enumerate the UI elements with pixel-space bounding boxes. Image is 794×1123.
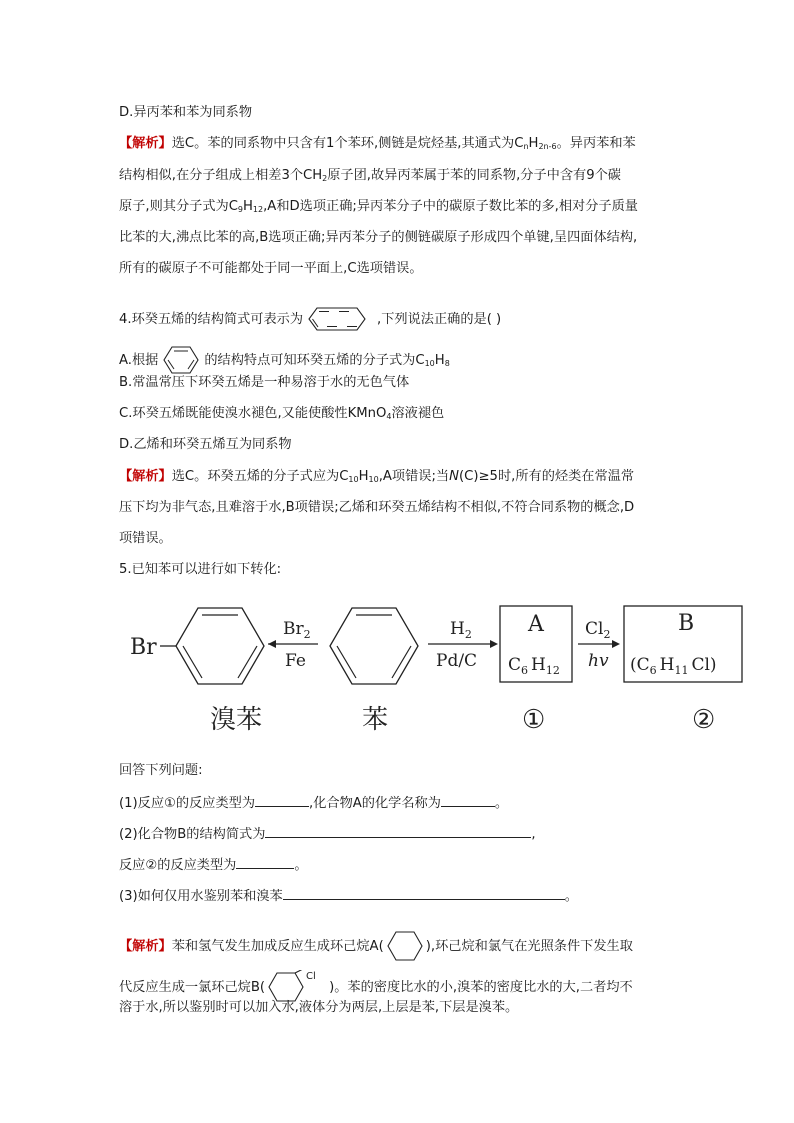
q4-option-text: 溶液褪色 [391,406,445,421]
subscript: 8 [444,359,450,368]
q4-option-text: C.环癸五烯既能使溴水褪色,又能使酸性KMnO [119,406,387,421]
q4-option-text: 的结构特点可知环癸五烯的分子式为C [204,353,425,368]
compound-a-label: A [528,612,544,637]
arrow-mid-head-icon [490,640,498,648]
answer-blank[interactable] [441,793,495,807]
q4-option-b: B.常温常压下环癸五烯是一种易溶于水的无色气体 [119,375,410,390]
q5-sub2-line2 [119,855,308,875]
benzene-ring-icon [162,345,200,375]
analysis-tag: 【解析】 [119,469,172,484]
arrow-left-head-icon [268,640,276,648]
analysis-tag: 【解析】 [119,939,172,954]
label-bromobenzene: 溴苯 [210,705,263,735]
subscript: 9 [237,205,243,214]
subscript: 12 [252,205,264,214]
q5-text: 。 [294,858,308,873]
q5-analysis-text: )。苯的密度比水的小,溴苯的密度比水的大,二者均不 [329,980,633,995]
reagent-cl2: $Cl_2$ [585,619,611,641]
answer-blank[interactable] [265,824,531,838]
compound-b-formula: ($C_6$ $H_{11}$ Cl) [630,655,717,677]
answer-blank[interactable] [255,793,309,807]
q4-stem-text: ,下列说法正确的是( ) [377,312,502,327]
q5-sub2 [119,824,536,844]
q5-text: (2)化合物B的结构简式为 [119,827,266,842]
answer-blank[interactable] [283,886,565,900]
q4-analysis-text: ,A项错误;当 [378,469,450,484]
q5-text: 。 [564,889,578,904]
q5-text: (3)如何仅用水鉴别苯和溴苯 [119,889,283,904]
q4-option-c [119,405,444,426]
arrow-right-head-icon [612,640,620,648]
q4-option-d: D.乙烯和环癸五烯互为同系物 [119,437,292,452]
q3-analysis-text: 结构相似,在分子组成上相差3个CH [119,168,323,183]
q4-option-text: H [434,353,445,368]
q3-analysis-text: 。异丙苯和苯 [556,136,636,151]
subscript: 10 [424,359,435,368]
q4-option-text: A.根据 [119,353,159,368]
q5-analysis-text: ),环己烷和氯气在光照条件下发生取 [425,939,633,954]
reagent-h2: $H_2$ [450,619,472,641]
q5-analysis-line-3: 溶于水,所以鉴别时可以加入水,液体分为两层,上层是苯,下层是溴苯。 [119,1000,519,1015]
q4-stem-text: 4.环癸五烯的结构简式可表示为 [119,312,304,327]
reagent-pdc: Pd/C [436,651,478,671]
q5-text: (1)反应①的反应类型为 [119,796,256,811]
q3-analysis-line-5: 所有的碳原子不可能都处于同一平面上,C选项错误。 [119,261,423,276]
q3-analysis-line-4: 比苯的大,沸点比苯的高,B选项正确;异丙苯分子的侧链碳原子形成四个单键,呈四面体结构, [119,230,638,245]
q4-analysis-text: (C)≥5时,所有的烃类在常温常 [459,469,635,484]
subscript: 10 [368,475,379,484]
reaction-scheme [118,596,758,744]
q3-option-d: D.异丙苯和苯为同系物 [119,105,253,120]
q5-prompt: 回答下列问题: [119,763,203,778]
cyclohexane-icon [386,929,424,963]
subscript: 4 [386,412,392,421]
subscript: 10 [348,475,359,484]
compound-b-label: B [678,611,695,636]
q5-sub3 [119,886,578,906]
answer-blank[interactable] [236,855,294,869]
bromine-label: Br [130,635,157,660]
q4-stem [119,305,501,333]
cyclodecapentaene-structure-icon [307,305,373,333]
q5-analysis-text: 代反应生成一氯环己烷B( [119,980,266,995]
bromobenzene-ring-icon [176,608,264,684]
compound-a-formula: $C_6$ $H_{12}$ [508,655,560,677]
q3-analysis-text: 原子团,故异丙苯属于苯的同系物,分子中含有9个碳 [327,168,621,183]
q4-analysis-italic-n: N [449,469,459,484]
reagent-fe: Fe [285,651,306,671]
reagent-br2: $Br_2$ [283,619,311,641]
q3-analysis-line-1 [119,135,636,156]
label-step-2: ② [692,705,716,735]
q5-text: ,化合物A的化学名称为 [309,796,441,811]
q5-sub1 [119,793,508,813]
reagent-hv: hv [588,651,609,671]
q3-analysis-text: ,A和D选项正确;异丙苯分子中的碳原子数比苯的多,相对分子质量 [263,199,638,214]
benzene-ring-icon [330,608,418,684]
subscript: 2 [322,174,328,183]
q5-analysis-text: 苯和氢气发生加成反应生成环己烷A( [171,939,384,954]
subscript: 2n-6 [538,142,557,151]
subscript: n [523,142,529,151]
q3-analysis-line-2 [119,167,621,188]
q4-analysis-text: 选C。环癸五烯的分子式应为C [171,469,349,484]
q3-analysis-text: 选C。苯的同系物中只含有1个苯环,侧链是烷烃基,其通式为C [171,136,524,151]
q3-analysis-text: 原子,则其分子式为C [119,199,238,214]
q5-text: 反应②的反应类型为 [119,858,237,873]
label-benzene: 苯 [362,705,389,735]
analysis-tag: 【解析】 [119,136,172,151]
q3-analysis-text: H [243,199,253,214]
q5-text: , [531,827,536,842]
q5-text: 。 [494,796,509,811]
q5-analysis-line-1 [119,929,633,963]
q4-analysis-line-1 [119,468,634,489]
label-step-1: ① [522,705,546,735]
q3-analysis-line-3 [119,198,638,219]
q4-analysis-text: H [358,469,369,484]
q4-analysis-line-2: 压下均为非气态,且难溶于水,B项错误;乙烯和环癸五烯结构不相似,不符合同系物的概念,D [119,500,635,515]
q4-analysis-line-3: 项错误。 [119,531,172,546]
q4-option-a [119,345,450,375]
chlorine-label: Cl [306,971,316,982]
q5-stem: 5.已知苯可以进行如下转化: [119,562,282,577]
q3-analysis-text: H [528,136,539,151]
